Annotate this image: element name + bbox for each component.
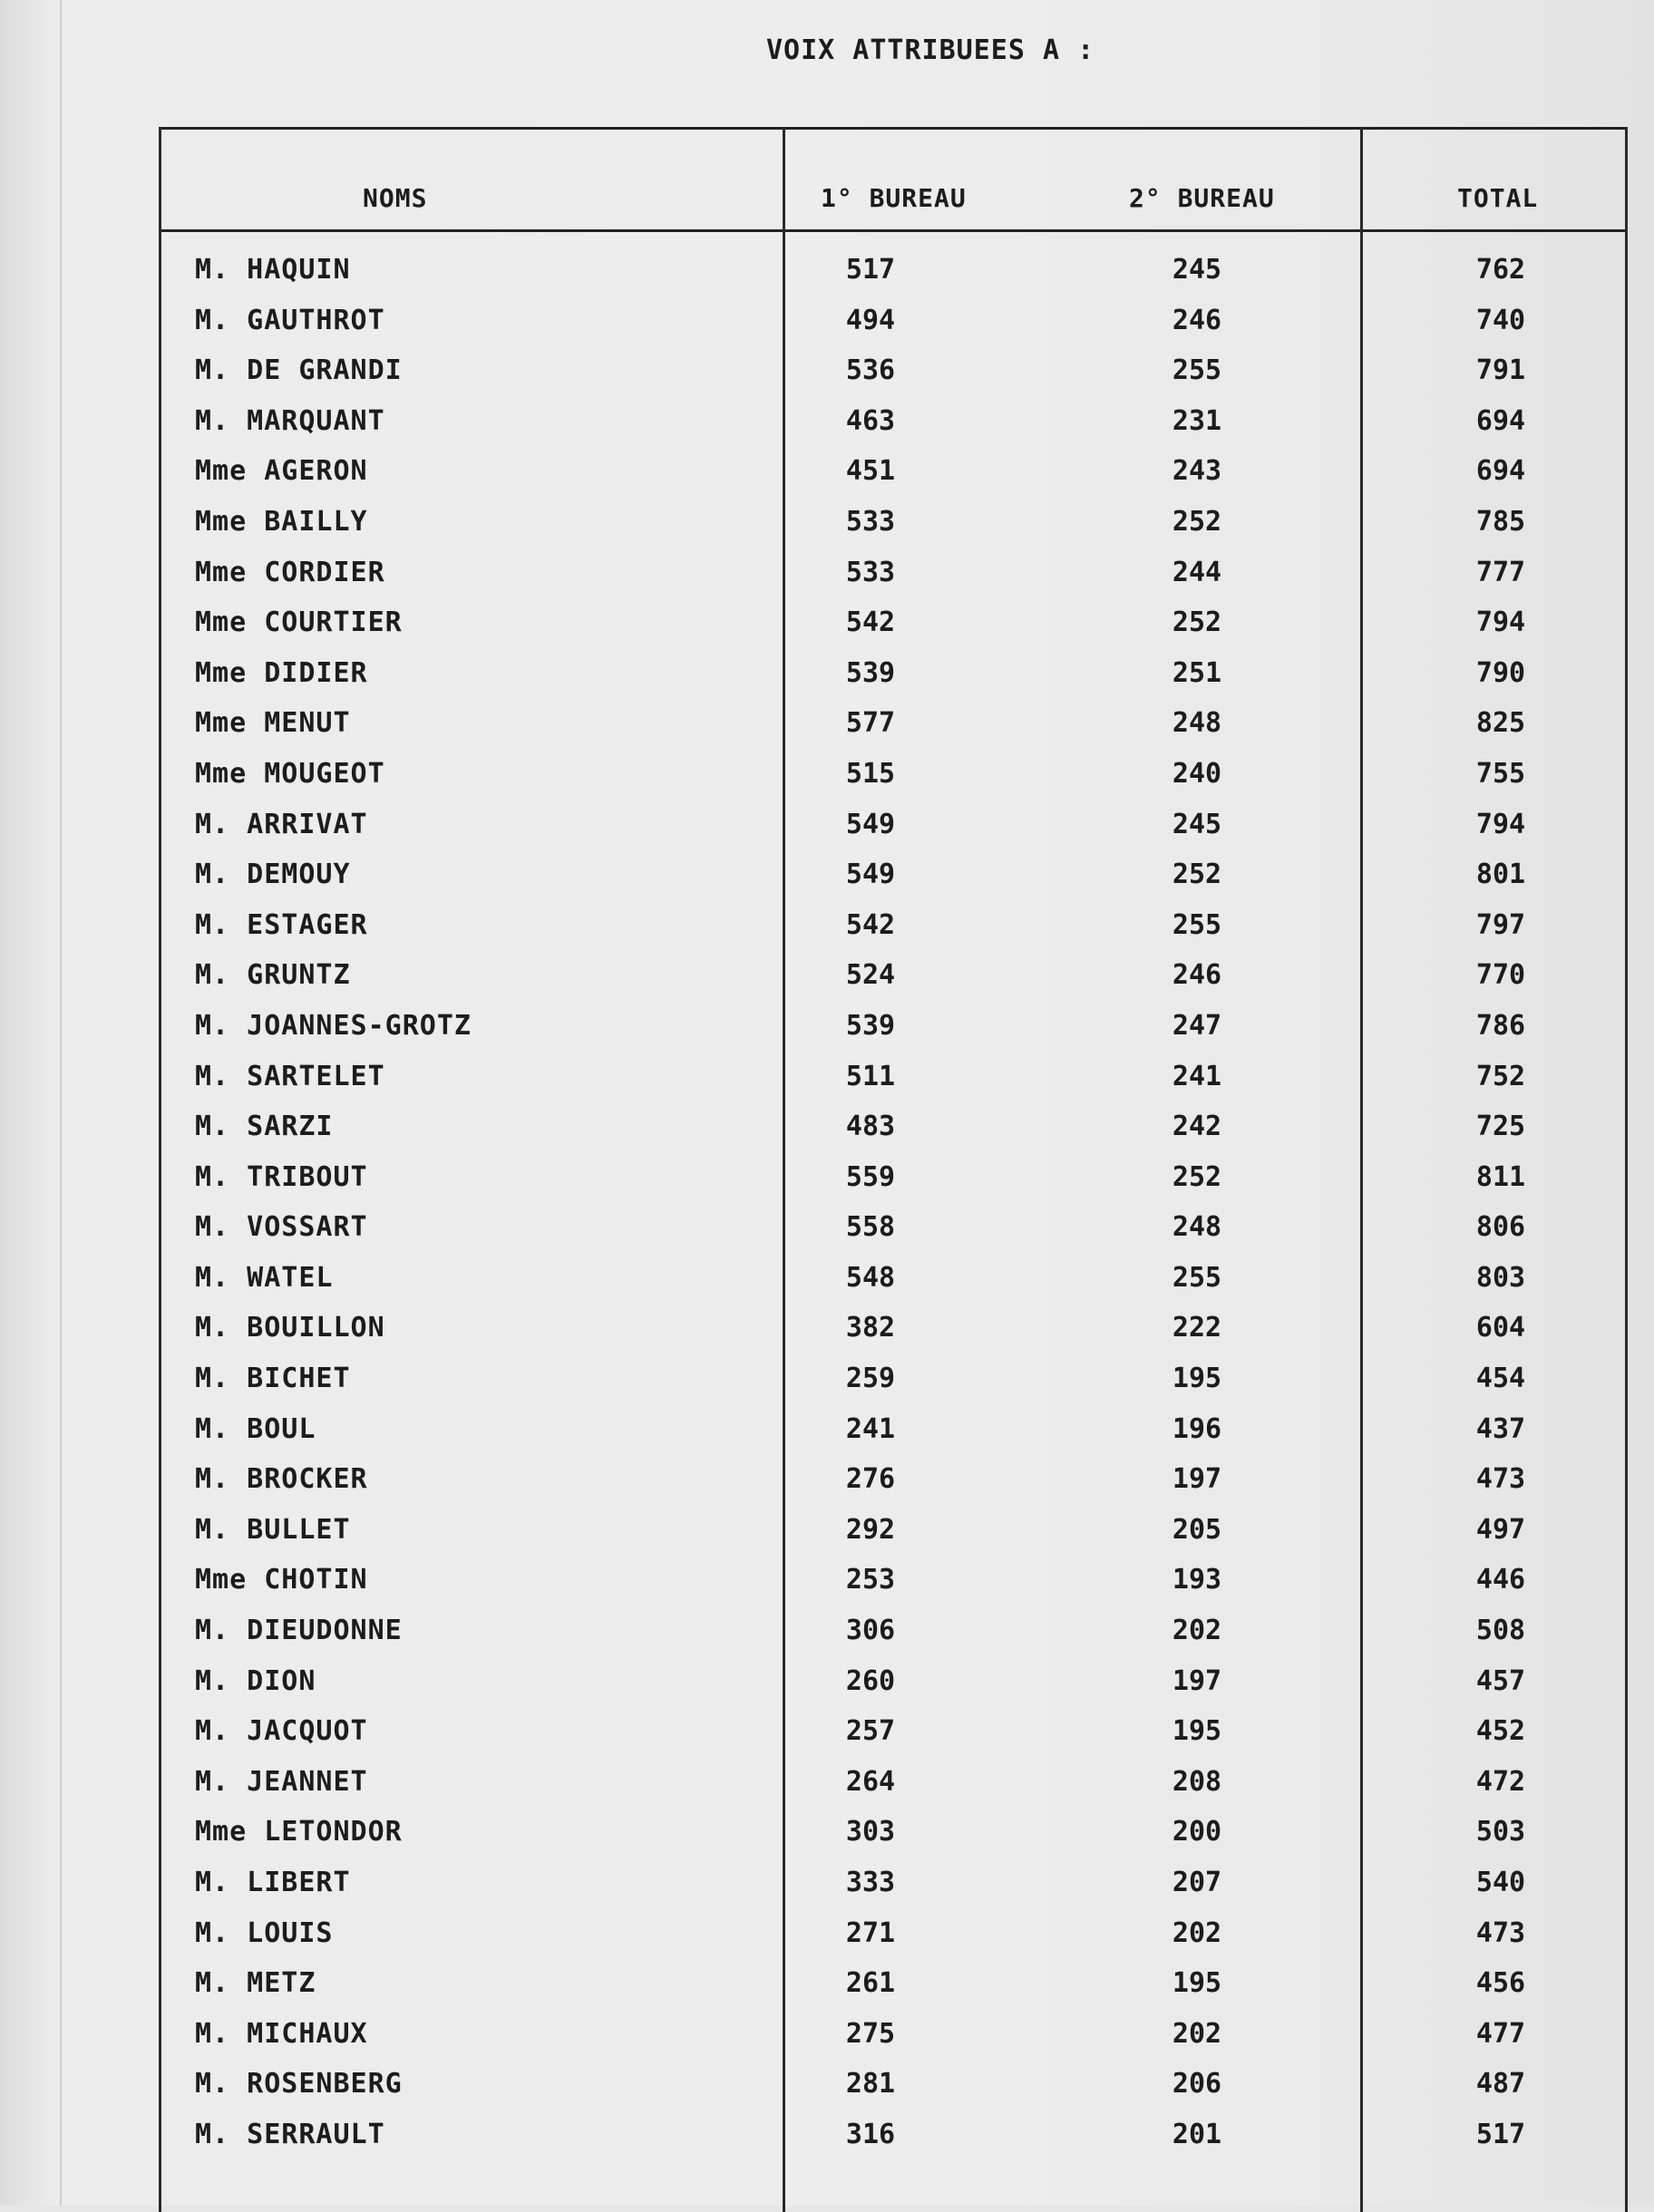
candidate-name: Mme MENUT [195,707,351,740]
bureau-2-votes: 240 [1172,757,1222,790]
bureau-2-votes: 202 [1172,1615,1222,1647]
total-votes: 487 [1475,2068,1526,2100]
table-row [159,851,1628,902]
candidate-name: M. SARZI [195,1111,334,1143]
table-row [159,952,1628,1003]
bureau-2-votes: 241 [1172,1060,1222,1092]
total-votes: 473 [1475,1463,1526,1496]
bureau-1-votes: 260 [845,1664,896,1697]
bureau-1-votes: 303 [845,1816,896,1848]
header-bureau-1: 1° BUREAU [821,183,967,213]
total-votes: 740 [1475,304,1526,336]
total-votes: 446 [1475,1564,1526,1596]
candidate-name: M. GRUNTZ [195,959,351,992]
table-row [159,1910,1628,1961]
candidate-name: M. BOUL [195,1412,316,1445]
bureau-2-votes: 255 [1172,354,1222,387]
bureau-1-votes: 548 [845,1261,896,1294]
bureau-1-votes: 539 [845,1009,896,1042]
votes-table [159,127,1628,2212]
candidate-name: M. BROCKER [195,1463,368,1496]
candidate-name: M. JACQUOT [195,1715,368,1748]
table-row [159,398,1628,449]
table-row [159,751,1628,801]
bureau-2-votes: 197 [1172,1664,1222,1697]
bureau-2-votes: 202 [1172,1916,1222,1949]
bureau-2-votes: 242 [1172,1111,1222,1143]
total-votes: 456 [1475,1967,1526,2000]
bureau-1-votes: 549 [845,859,896,891]
candidate-name: Mme LETONDOR [195,1816,403,1848]
table-row [159,1759,1628,1809]
bureau-2-votes: 251 [1172,656,1222,689]
bureau-1-votes: 333 [845,1867,896,1898]
total-votes: 473 [1475,1916,1526,1949]
bureau-1-votes: 515 [845,757,896,790]
page-edge-shadow [60,0,62,2206]
table-row [159,1053,1628,1104]
total-votes: 806 [1475,1211,1526,1244]
total-votes: 497 [1475,1513,1526,1546]
bureau-1-votes: 306 [845,1615,896,1647]
total-votes: 452 [1475,1715,1526,1748]
candidate-name: Mme BAILLY [195,505,368,538]
bureau-2-votes: 246 [1172,959,1222,992]
bureau-2-votes: 201 [1172,2118,1222,2150]
bureau-1-votes: 261 [845,1967,896,2000]
candidate-name: M. MARQUANT [195,404,385,437]
total-votes: 694 [1475,404,1526,437]
candidate-name: M. GAUTHROT [195,304,385,336]
candidate-name: M. BICHET [195,1363,351,1395]
table-row [159,902,1628,953]
candidate-name: M. MICHAUX [195,2017,368,2050]
bureau-2-votes: 245 [1172,808,1222,840]
bureau-1-votes: 558 [845,1211,896,1244]
candidate-name: M. DION [195,1664,316,1697]
table-row [159,347,1628,398]
candidate-name: M. HAQUIN [195,254,351,286]
candidate-name: M. DEMOUY [195,859,351,891]
table-row [159,1507,1628,1557]
bureau-2-votes: 205 [1172,1513,1222,1546]
table-row [159,549,1628,600]
total-votes: 472 [1475,1765,1526,1798]
table-top-rule [159,127,1628,130]
candidate-name: M. WATEL [195,1261,334,1294]
bureau-2-votes: 246 [1172,304,1222,336]
total-votes: 790 [1475,656,1526,689]
bureau-2-votes: 200 [1172,1816,1222,1848]
total-votes: 786 [1475,1009,1526,1042]
bureau-1-votes: 316 [845,2118,896,2150]
candidate-name: M. JOANNES-GROTZ [195,1009,472,1042]
total-votes: 540 [1475,1867,1526,1898]
candidate-name: M. METZ [195,1967,316,2000]
bureau-2-votes: 206 [1172,2068,1222,2100]
total-votes: 437 [1475,1412,1526,1445]
total-votes: 811 [1475,1160,1526,1193]
candidate-name: Mme DIDIER [195,656,368,689]
table-header-rule [159,229,1628,232]
table-row [159,1154,1628,1205]
bureau-1-votes: 494 [845,304,896,336]
bureau-2-votes: 248 [1172,707,1222,740]
table-row [159,1255,1628,1305]
bureau-2-votes: 252 [1172,606,1222,639]
table-row [159,1305,1628,1355]
table-row [159,1960,1628,2011]
total-votes: 725 [1475,1111,1526,1143]
table-row [159,650,1628,701]
table-row [159,1456,1628,1507]
table-row [159,1658,1628,1709]
table-row [159,1355,1628,1406]
table-row [159,1607,1628,1658]
total-votes: 604 [1475,1312,1526,1344]
candidate-name: Mme AGERON [195,455,368,488]
bureau-2-votes: 195 [1172,1363,1222,1395]
header-bureau-2: 2° BUREAU [1129,183,1275,213]
total-votes: 794 [1475,606,1526,639]
bureau-2-votes: 248 [1172,1211,1222,1244]
candidate-name: Mme MOUGEOT [195,757,385,790]
candidate-name: Mme COURTIER [195,606,403,639]
bureau-1-votes: 542 [845,908,896,941]
bureau-2-votes: 255 [1172,908,1222,941]
table-row [159,1103,1628,1154]
bureau-2-votes: 202 [1172,2017,1222,2050]
total-votes: 785 [1475,505,1526,538]
table-row [159,700,1628,751]
total-votes: 801 [1475,859,1526,891]
table-row [159,2111,1628,2162]
candidate-name: M. ROSENBERG [195,2068,403,2100]
total-votes: 508 [1475,1615,1526,1647]
candidate-name: M. BULLET [195,1513,351,1546]
bureau-2-votes: 196 [1172,1412,1222,1445]
bureau-2-votes: 195 [1172,1715,1222,1748]
bureau-2-votes: 243 [1172,455,1222,488]
bureau-1-votes: 559 [845,1160,896,1193]
bureau-1-votes: 257 [845,1715,896,1748]
total-votes: 770 [1475,959,1526,992]
bureau-1-votes: 275 [845,2017,896,2050]
bureau-1-votes: 533 [845,505,896,538]
bureau-1-votes: 577 [845,707,896,740]
bureau-1-votes: 259 [845,1363,896,1395]
table-row [159,1204,1628,1255]
bureau-2-votes: 207 [1172,1867,1222,1898]
bureau-1-votes: 549 [845,808,896,840]
table-row [159,801,1628,852]
table-row [159,1003,1628,1053]
bureau-2-votes: 247 [1172,1009,1222,1042]
bureau-1-votes: 451 [845,455,896,488]
bureau-2-votes: 252 [1172,859,1222,891]
bureau-2-votes: 193 [1172,1564,1222,1596]
table-row [159,1406,1628,1457]
total-votes: 794 [1475,808,1526,840]
candidate-name: M. JEANNET [195,1765,368,1798]
candidate-name: Mme CORDIER [195,556,385,588]
bureau-2-votes: 231 [1172,404,1222,437]
candidate-name: M. BOUILLON [195,1312,385,1344]
table-row [159,599,1628,650]
table-row [159,297,1628,348]
total-votes: 777 [1475,556,1526,588]
bureau-2-votes: 244 [1172,556,1222,588]
bureau-2-votes: 252 [1172,505,1222,538]
bureau-1-votes: 539 [845,656,896,689]
table-row [159,2011,1628,2062]
total-votes: 477 [1475,2017,1526,2050]
candidate-name: M. ARRIVAT [195,808,368,840]
candidate-name: Mme CHOTIN [195,1564,368,1596]
total-votes: 457 [1475,1664,1526,1697]
table-row [159,1708,1628,1759]
header-names: NOMS [363,183,428,213]
table-row [159,448,1628,499]
total-votes: 503 [1475,1816,1526,1848]
total-votes: 755 [1475,757,1526,790]
bureau-1-votes: 524 [845,959,896,992]
bureau-1-votes: 533 [845,556,896,588]
total-votes: 517 [1475,2118,1526,2150]
candidate-name: M. SERRAULT [195,2118,385,2150]
bureau-2-votes: 208 [1172,1765,1222,1798]
table-row [159,1557,1628,1607]
candidate-name: M. SARTELET [195,1060,385,1092]
bureau-1-votes: 511 [845,1060,896,1092]
total-votes: 694 [1475,455,1526,488]
candidate-name: M. ESTAGER [195,908,368,941]
candidate-name: M. VOSSART [195,1211,368,1244]
bureau-2-votes: 252 [1172,1160,1222,1193]
bureau-1-votes: 271 [845,1916,896,1949]
bureau-1-votes: 536 [845,354,896,387]
candidate-name: M. LIBERT [195,1867,351,1898]
candidate-name: M. DIEUDONNE [195,1615,403,1647]
total-votes: 752 [1475,1060,1526,1092]
bureau-1-votes: 483 [845,1111,896,1143]
candidate-name: M. LOUIS [195,1916,334,1949]
bureau-1-votes: 241 [845,1412,896,1445]
table-row [159,247,1628,297]
bureau-1-votes: 264 [845,1765,896,1798]
total-votes: 454 [1475,1363,1526,1395]
total-votes: 803 [1475,1261,1526,1294]
candidate-name: M. TRIBOUT [195,1160,368,1193]
bureau-2-votes: 255 [1172,1261,1222,1294]
bureau-2-votes: 245 [1172,254,1222,286]
total-votes: 762 [1475,254,1526,286]
table-row [159,2061,1628,2111]
total-votes: 791 [1475,354,1526,387]
document-title: VOIX ATTRIBUEES A : [766,34,1095,66]
header-total: TOTAL [1457,183,1539,213]
bureau-1-votes: 463 [845,404,896,437]
table-row [159,499,1628,549]
bureau-1-votes: 276 [845,1463,896,1496]
bureau-1-votes: 517 [845,254,896,286]
bureau-1-votes: 281 [845,2068,896,2100]
bureau-1-votes: 253 [845,1564,896,1596]
bureau-2-votes: 197 [1172,1463,1222,1496]
bureau-1-votes: 292 [845,1513,896,1546]
bureau-1-votes: 542 [845,606,896,639]
bureau-1-votes: 382 [845,1312,896,1344]
table-row [159,1859,1628,1910]
total-votes: 825 [1475,707,1526,740]
candidate-name: M. DE GRANDI [195,354,403,387]
total-votes: 797 [1475,908,1526,941]
bureau-2-votes: 222 [1172,1312,1222,1344]
table-row [159,1809,1628,1859]
table-body [159,247,1628,2162]
bureau-2-votes: 195 [1172,1967,1222,2000]
